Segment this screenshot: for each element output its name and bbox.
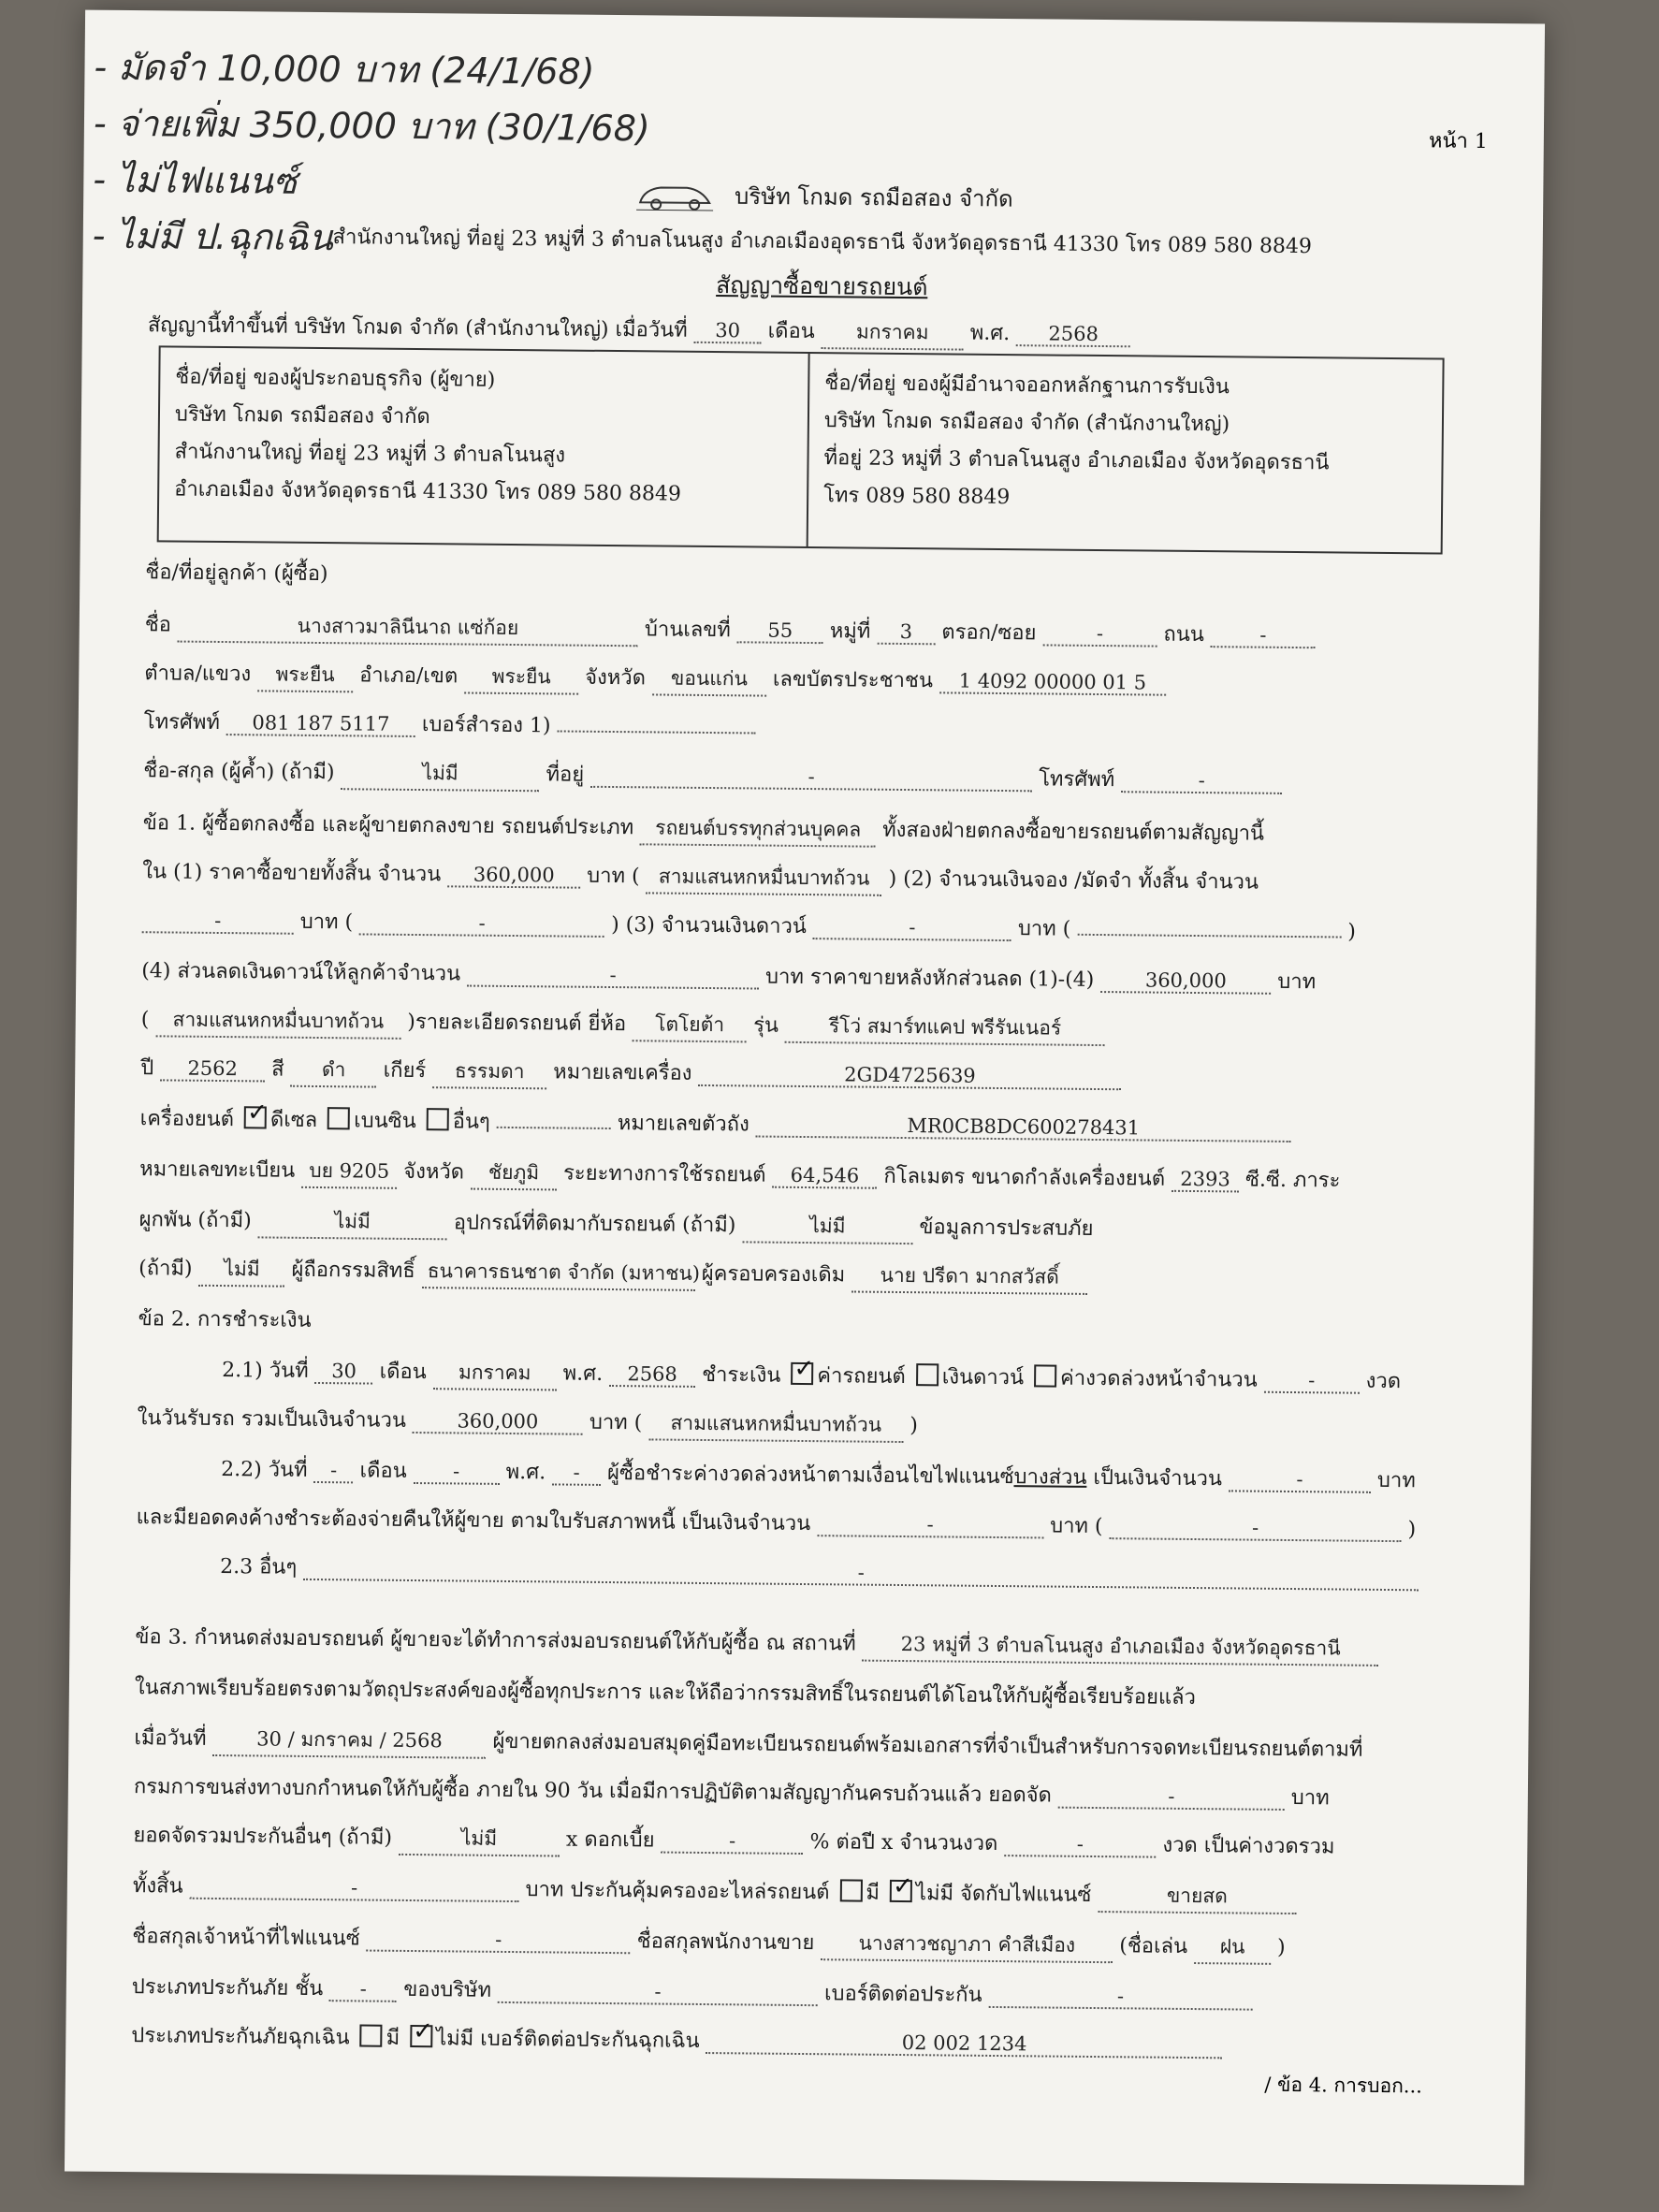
parts-insurance-no-checkbox[interactable] [890,1880,912,1902]
handwritten-note-2: - จ่ายเพิ่ม 350,000 บาท (30/1/68) [93,102,650,150]
company-header [149,171,1496,222]
clause2-3-line: 2.3 อื่นๆ - [220,1550,1419,1594]
delivery-place: 23 หมู่ที่ 3 ตำบลโนนสูง อำเภอเมือง จังหวัดอุดรธานี [863,1629,1379,1666]
sale-price: 360,000 [447,863,580,888]
total-paid: 360,000 [413,1409,583,1435]
buyer-address-line: ตำบล/แขวง พระยืน อำเภอ/เขต พระยืน จังหวัด ขอนแก่น เลขบัตรประชาชน 1 4092 00000 01 5 [144,656,1166,700]
delivery-date: 30 / มกราคม / 2568 [212,1724,486,1759]
clause1-line9: ผูกพัน (ถ้ามี) ไม่มี อุปกรณ์ที่ติดมากับรถยนต์ (ถ้ามี) ไม่มี ข้อมูลการประสบภัย [139,1202,1094,1246]
car-model: รีโว่ สมาร์ทแคป พรีรันเนอร์ [785,1011,1105,1046]
clause2-1-line: 2.1) วันที่ 30 เดือน มกราคม พ.ศ. 2568 ชำระเงิน ✓ ค่ารถยนต์ เงินดาวน์ ค่างวดล่วงหน้าจำนวน - งวด [222,1353,1401,1399]
buyer-section-title: ชื่อ/ที่อยู่ลูกค้า (ผู้ซื้อ) [145,560,328,587]
net-price: 360,000 [1100,968,1271,995]
car-brand: โตโยต้า [633,1009,747,1042]
continued-note: / ข้อ 4. การบอก... [1264,2073,1423,2098]
engine-number: 2GD4725639 [698,1062,1121,1090]
car-price-checkbox[interactable] [791,1362,813,1385]
seller-info-box [157,345,1445,554]
mileage: 64,546 [772,1164,877,1189]
page-number: หน้า 1 [1428,129,1488,153]
emergency-insurance-yes-checkbox[interactable] [360,2024,383,2046]
buyer-phone-line: โทรศัพท์ 081 187 5117 เบอร์สำรอง 1) [144,705,756,743]
document-title: สัญญาซื้อขายรถยนต์ [716,271,928,301]
plate-number: บย 9205 [301,1156,397,1189]
contract-day: 30 [694,319,762,344]
clause3-line3: เมื่อวันที่ 30 / มกราคม / 2568 ผู้ขายตกลงส่งมอบสมุดคู่มือทะเบียนรถยนต์พร้อมเอกสารที่จำเป็นสำหรับการจดทะเบียนรถยนต์ตามที่ [134,1721,1362,1768]
clause2-2-line: 2.2) วันที่ - เดือน - พ.ศ. - ผู้ซื้อชำระค่างวดล่วงหน้าตามเงื่อนไขไฟแนนซ์บางส่วน เป็นเงินจำนวน - บาท [221,1458,1416,1493]
clause1-line1: ข้อ 1. ผู้ซื้อตกลงซื้อ และผู้ขายตกลงขาย รถยนต์ประเภท รถยนต์บรรทุกส่วนบุคคล ทั้งสองฝ่ายตกลงซื้อขายรถยนต์ตามสัญญานี้ [143,806,1265,851]
buyer-name: นางสาวมาลินีนาถ แซ่ก้อย [178,610,638,648]
diesel-checkbox[interactable] [244,1106,267,1128]
contract-year: 2568 [1016,322,1130,347]
clause3-line9: ประเภทประกันภัยฉุกเฉิน มี ✓ ไม่มี เบอร์ติดต่อประกันฉุกเฉิน 02 002 1234 [131,2018,1223,2061]
handwritten-note-1: - มัดจำ 10,000 บาท (24/1/68) [94,46,595,93]
emergency-insurance-no-checkbox[interactable] [410,2025,432,2047]
handwritten-note-3: - ไม่ไฟแนนซ์ [93,158,298,202]
emergency-phone: 02 002 1234 [706,2030,1223,2059]
company-address: สำนักงานใหญ่ ที่อยู่ 23 หมู่ที่ 3 ตำบลโนนสูง อำเภอเมืองอุดรธานี จังหวัดอุดรธานี 41330 โทร 089 580 8849 [332,226,1313,259]
clause2-2-owed-line: และมียอดคงค้างชำระต้องจ่ายคืนให้ผู้ขาย ตามใบรับสภาพหนี้ เป็นเงินจำนวน - บาท ( - ) [136,1506,1417,1542]
handwritten-note-4: - ไม่มี ป.ฉุกเฉิน [92,214,334,259]
clause3-line5: ยอดจัดรวมประกันอื่นๆ (ถ้ามี) ไม่มี x ดอกเบี้ย - % ต่อปี x จำนวนงวด - งวด เป็นค่างวดรวม [133,1824,1335,1859]
chassis-number: MR0CB8DC600278431 [756,1113,1291,1142]
clause3-line4: กรมการขนส่งทางบกกำหนดให้กับผู้ซื้อ ภายใน 90 วัน เมื่อมีการปฏิบัติตามสัญญากันครบถ้วนแล้ว ยอดจัด - บาท [133,1775,1330,1811]
clause3-line7: ชื่อสกุลเจ้าหน้าที่ไฟแนนซ์ - ชื่อสกุลพนักงานขาย นางสาวชญาภา คำสีเมือง (ชื่อเล่น ฝน ) [132,1919,1286,1965]
benzine-checkbox[interactable] [327,1107,350,1129]
seller-column: ชื่อ/ที่อยู่ ของผู้ประกอบธุรกิจ (ผู้ขาย) บริษัท โกมด รถมือสอง จำกัด สำนักงานใหญ่ ที่อยู่ 23 หมู่ที่ 3 ตำบลโนนสูง อำเภอเมือง จังหวัดอุดรธานี 41330 โทร 089 580 8849 [159,347,810,546]
down-payment-checkbox[interactable] [916,1363,939,1386]
clause1-line10: (ถ้ามี) ไม่มี ผู้ถือกรรมสิทธิ์ ธนาคารธนชาต จำกัด (มหาชน) ผู้ครอบครองเดิม นาย ปรีดา มากสวัสดิ์ [138,1251,1087,1295]
clause1-line5: ( สามแสนหกหมื่นบาทถ้วน )รายละเอียดรถยนต์ ยี่ห้อ โตโยต้า รุ่น รีโว่ สมาร์ทแคป พรีรันเนอร์ [141,1002,1106,1046]
clause2-title: ข้อ 2. การชำระเงิน [138,1307,312,1332]
parts-insurance-yes-checkbox[interactable] [839,1879,862,1901]
receipt-issuer-column: ชื่อ/ที่อยู่ ของผู้มีอำนาจออกหลักฐานการรับเงิน บริษัท โกมด รถมือสอง จำกัด (สำนักงานใหญ่) ที่อยู่ 23 หมู่ที่ 3 ตำบลโนนสูง อำเภอเมือง จังหวัดอุดรธานี โทร 089 580 8849 [823,371,1330,510]
clause3-line1: ข้อ 3. กำหนดส่งมอบรถยนต์ ผู้ขายจะได้ทำการส่งมอบรถยนต์ให้กับผู้ซื้อ ณ สถานที่ 23 หมู่ที่ 3 ตำบลโนนสูง อำเภอเมือง จังหวัดอุดรธานี [135,1620,1379,1666]
car-logo-icon [633,176,717,214]
buyer-phone: 081 187 5117 [226,711,415,737]
contract-sheet [65,10,1545,2186]
clause3-line2: ในสภาพเรียบร้อยตรงตามวัตถุประสงค์ของผู้ซื้อทุกประการ และให้ถือว่ากรรมสิทธิ์ในรถยนต์ได้โอนให้กับผู้ซื้อเรียบร้อยแล้ว [134,1676,1197,1710]
clause3-line6: ทั้งสิ้น - บาท ประกันคุ้มครองอะไหล่รถยนต์ มี ✓ ไม่มี จัดกับไฟแนนซ์ ขายสด [133,1869,1297,1914]
contract-month: มกราคม [822,316,964,350]
guarantor-line: ชื่อ-สกุล (ผู้ค้ำ) (ถ้ามี) ไม่มี ที่อยู่ - โทรศัพท์ - [143,753,1282,799]
clause1-line6: ปี 2562 สี ดำ เกียร์ ธรรมดา หมายเลขเครื่อง 2GD4725639 [140,1051,1122,1095]
clause1-line3: - บาท ( - ) (3) จำนวนเงินดาวน์ - บาท ( ) [142,903,1356,947]
clause1-line4: (4) ส่วนลดเงินดาวน์ให้ลูกค้าจำนวน - บาท ราคาขายหลังหักส่วนลด (1)-(4) 360,000 บาท [141,959,1317,995]
buyer-id-number: 1 4092 00000 01 5 [939,669,1166,695]
clause3-line8: ประเภทประกันภัย ชั้น - ของบริษัท - เบอร์ติดต่อประกัน - [132,1970,1253,2013]
clause1-line8: หมายเลขทะเบียน บย 9205 จังหวัด ชัยภูมิ ระยะทางการใช้รถยนต์ 64,546 กิโลเมตร ขนาดกำลังเครื่องยนต์ 2393 ซี.ซี. ภาระ [139,1152,1340,1198]
intro-line: สัญญานี้ทำขึ้นที่ บริษัท โกมด จำกัด (สำนักงานใหญ่) เมื่อวันที่ 30 เดือน มกราคม พ.ศ. 2568 [148,308,1131,352]
company-name: บริษัท โกมด รถมือสอง จำกัด [734,182,1013,212]
clause2-1-total-line: ในวันรับรถ รวมเป็นเงินจำนวน 360,000 บาท ( สามแสนหกหมื่นบาทถ้วน ) [138,1401,919,1443]
other-fuel-checkbox[interactable] [427,1108,449,1130]
advance-installment-checkbox[interactable] [1034,1364,1056,1387]
buyer-name-line: ชื่อ นางสาวมาลินีนาถ แซ่ก้อย บ้านเลขที่ 55 หมู่ที่ 3 ตรอก/ซอย - ถนน - [145,607,1316,653]
clause1-line2: ใน (1) ราคาซื้อขายทั้งสิ้น จำนวน 360,000 บาท ( สามแสนหกหมื่นบาทถ้วน ) (2) จำนวนเงินจอง /มัดจำ ทั้งสิ้น จำนวน [142,854,1259,899]
salesperson-name: นางสาวชญาภา คำสีเมือง [821,1928,1113,1963]
clause1-line7: เครื่องยนต์ ✓ ดีเซล เบนซิน อื่นๆ หมายเลขตัวถัง MR0CB8DC600278431 [140,1101,1291,1145]
